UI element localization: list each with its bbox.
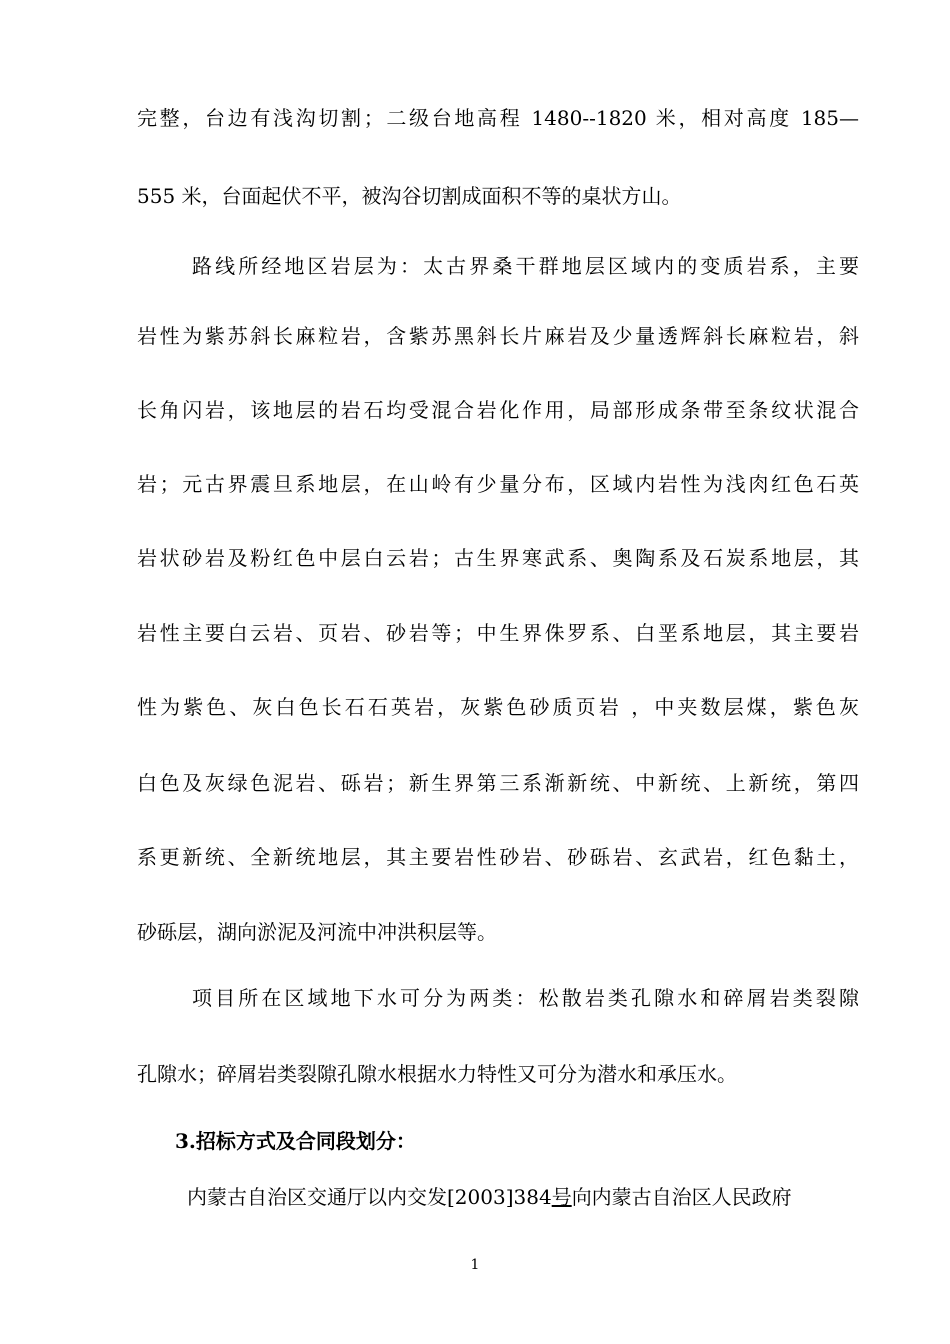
text-line-6: 岩；元古界震旦系地层，在山岭有少量分布，区域内岩性为浅肉红色石英 xyxy=(137,472,859,496)
text-line-1: 完整，台边有浅沟切割；二级台地高程 1480--1820 米，相对高度 185— xyxy=(137,106,859,130)
text-line-9: 性为紫色、灰白色长石石英岩，灰紫色砂质页岩 ，中夹数层煤，紫色灰 xyxy=(137,695,859,719)
text-line-4: 岩性为紫苏斜长麻粒岩，含紫苏黑斜长片麻岩及少量透辉斜长麻粒岩，斜 xyxy=(137,324,859,348)
text-line-5: 长角闪岩，该地层的岩石均受混合岩化作用，局部形成条带至条纹状混合 xyxy=(137,398,859,422)
text-line-14: 孔隙水；碎屑岩类裂隙孔隙水根据水力特性又可分为潜水和承压水。 xyxy=(137,1062,737,1086)
text-line-13: 项目所在区域地下水可分为两类：松散岩类孔隙水和碎屑岩类裂隙 xyxy=(192,986,859,1010)
text-line-7: 岩状砂岩及粉红色中层白云岩；古生界寒武系、奥陶系及石炭系地层，其 xyxy=(137,546,859,570)
last-line-before: 内蒙古自治区交通厅以内交发[2003]384 xyxy=(187,1185,552,1209)
last-line-underlined: 号 xyxy=(551,1185,572,1209)
text-line-11: 系更新统、全新统地层，其主要岩性砂岩、砂砾岩、玄武岩，红色黏土， xyxy=(137,845,859,869)
text-line-12: 砂砾层，湖向淤泥及河流中冲洪积层等。 xyxy=(137,920,497,944)
text-line-2: 555 米，台面起伏不平，被沟谷切割成面积不等的桌状方山。 xyxy=(137,184,682,208)
last-line-after: 向内蒙古自治区人民政府 xyxy=(571,1185,792,1209)
page-number: 1 xyxy=(470,1257,480,1273)
text-line-8: 岩性主要白云岩、页岩、砂岩等；中生界侏罗系、白垩系地层，其主要岩 xyxy=(137,621,859,645)
text-line-10: 白色及灰绿色泥岩、砾岩；新生界第三系渐新统、中新统、上新统，第四 xyxy=(137,771,859,795)
section-heading: 3.招标方式及合同段划分： xyxy=(175,1129,416,1153)
text-line-3: 路线所经地区岩层为：太古界桑干群地层区域内的变质岩系，主要 xyxy=(192,254,859,278)
text-line-15 xyxy=(187,1183,859,1211)
